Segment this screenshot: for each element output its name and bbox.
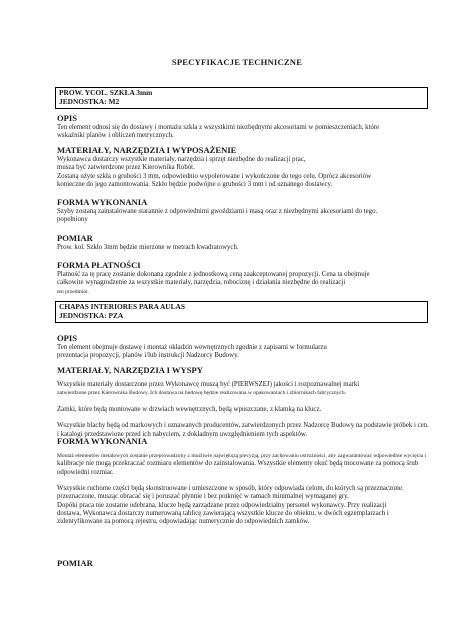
text-line: ten przedmiot.	[57, 288, 90, 295]
paragraph-forma	[57, 208, 432, 225]
item-name: CHAPAS INTERIORES PARA AULAS	[59, 302, 186, 311]
text-line: Montaż elementów metalowych zostanie przeprowadzony z możliwie największą precyzją, przy zachowaniu ostrożności, aby zagwarantować odpowiednie wycięcia i	[57, 453, 427, 459]
text-line: konieczne do jego zamontowania. Szkło będzie podwójne o grubości 3 mm i od uznanego dostawcy.	[57, 180, 333, 188]
text-line: Płatność za tę pracę zostanie dokonana zgodnie z jednostkową ceną zaakceptowanej propozycji. Cena ta obejmuje	[57, 271, 370, 278]
text-line: przeznaczone, musząc obracać się i poruszać płynnie i bez potknięć w ramach minimalnej wymaganej gry.	[57, 493, 349, 501]
paragraph-opis	[57, 124, 432, 141]
item-unit: JEDNOSTKA: PZA	[59, 310, 124, 320]
text-line: Wszystkie materiały dostarczone przez Wykonawcę muszą być (PIERWSZEJ) jakości i rozpoznawalnej marki	[57, 381, 360, 388]
text-line: Wykonawca dostarczy wszystkie materiały, narzędzia i sprzęt niezbędne do realizacji prac,	[57, 156, 306, 163]
paragraph-opis	[57, 344, 432, 361]
section-heading-materialy: MATERIAŁY, NARZĘDZIA I WYPOSAŻENIE	[57, 145, 237, 155]
item-unit: JEDNOSTKA: M2	[59, 96, 120, 106]
text-line: dostawa, Wykonawca dostarczy numerowaną tablicę zawierającą wszystkie klucze do obiektu, w dwóch egzemplarzach i	[57, 510, 389, 518]
text-line: Zamki, które będą montowane w drzwiach wewnętrznych, będą wpuszczane, z klamką na klucz.	[57, 405, 322, 413]
section-heading-materialy: MATERIAŁY, NARZĘDZIA I WYSPY	[57, 365, 203, 375]
section-heading-forma: FORMA WYKONANIA	[57, 436, 148, 446]
paragraph-forma	[57, 452, 432, 527]
text-line: Ten element obejmuje dostawę i montaż okładzin wewnętrznych zgodnie z zapisami w formularzu	[57, 344, 327, 351]
text-line: Wszystkie blachy będą od markowych i uznawanych producentów, zatwierdzonych przez Nadzorcę Budowy na podstawie próbek i cen.	[57, 422, 429, 430]
text-line: całkowite wynagrodzenie za wszystkie materiały, narzędzia, robociznę i działania niezbędne do realizacji	[57, 279, 346, 287]
paragraph-platnosci	[57, 271, 432, 296]
section-heading-opis: OPIS	[57, 113, 78, 123]
text-line: musza być zatwierdzone przez Kierownika Robót.	[57, 164, 195, 172]
blank-line	[57, 414, 429, 422]
text-line: popełniony	[57, 216, 88, 224]
text-line: Dopóki praca nie zostanie odebrana, klucze będą zarządzane przez odpowiedzialny personel wykonawcy. Przy realizacji	[57, 501, 387, 509]
section-heading-forma: FORMA WYKONANIA	[57, 197, 148, 207]
paragraph-pomiar	[57, 244, 432, 252]
item-header-box-glass	[55, 87, 428, 109]
text-line: odpowiedni rozmiar.	[57, 468, 114, 476]
text-line: zidentyfikowane za pomocą rejestru, odpowiadając numerycznie do odpowiednich zamków.	[57, 518, 310, 526]
text-line: kalibracje nie mogą przekraczać rozmiaru elementów do zainstalowania. Wszystkie elementy okuć będą mocowane za pomocą śrub	[57, 460, 419, 468]
paragraph-materialy	[57, 156, 432, 189]
document-title: SPECYFIKACJE TECHNICZNE	[171, 57, 303, 67]
text-line: Szyby zostaną zainstalowane starannie z odpowiednimi gwoździami i masą oraz z niezbędnymi akcesoriami do tego.	[57, 208, 378, 215]
blank-line	[57, 477, 429, 485]
section-heading-pomiar: POMIAR	[57, 558, 93, 568]
paragraph-materialy	[57, 381, 432, 439]
blank-line	[57, 398, 429, 406]
section-heading-opis: OPIS	[57, 333, 78, 343]
item-name: PROW. YCOL. SZKŁA 3mm	[59, 88, 153, 97]
section-heading-pomiar: POMIAR	[57, 233, 93, 243]
text-line: Ten element odnosi się do dostawy i montażu szkła z wszystkimi niezbędnymi akcesoriami w pomieszczeniach, które	[57, 124, 380, 131]
section-heading-platnosci: FORMA PŁATNOŚCI	[57, 260, 141, 270]
text-line: prezentacja propozycji, planów i/lub instrukcji Nadzorcy Budowy.	[57, 352, 239, 360]
text-line: wskaźniki planów i obliczeń metrycznych.	[57, 132, 174, 140]
text-line: i katalogi przedstawione przed ich nabyciem, z dokładnym uwzględnieniem tych aspektów.	[57, 430, 308, 438]
text-line: zatwierdzone przez Kierownika Budowy. Ich dostawa na budowę będzie realizowana w opakowaniach i zbiornikach fabrycznych.	[57, 390, 346, 397]
text-line: Prow. kol. Szkło 3mm będzie mierzone w metrach kwadratowych.	[57, 244, 239, 251]
item-header-box-sheets	[55, 301, 428, 323]
text-line: Zostaną użyte szkła o grubości 3 mm, odpowiednio wypolerowane i wykończone do tego celu. Oprócz akcesoriów	[57, 172, 372, 180]
text-line: Wszystkie ruchome części będą skonstruowane i umieszczone w sposób, który odpowiada celom, do których są przeznaczone.	[57, 485, 404, 493]
